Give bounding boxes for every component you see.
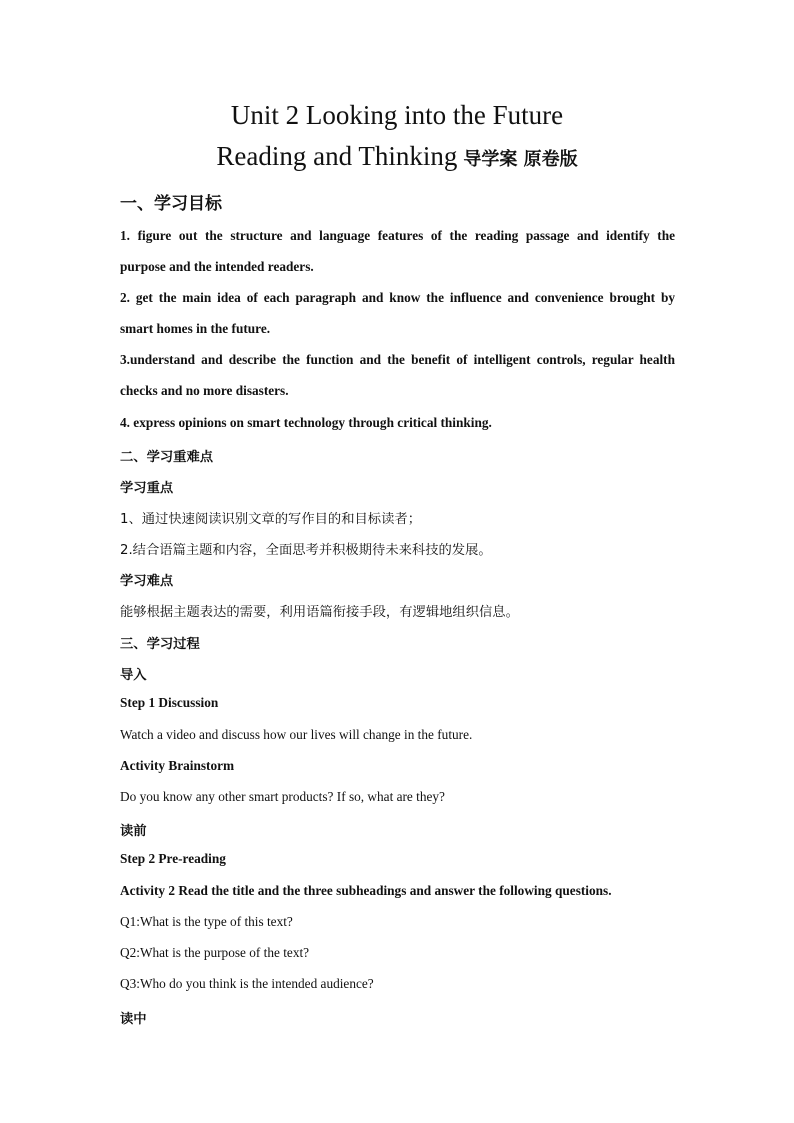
- section1-heading: 一、学习目标: [120, 194, 222, 214]
- title-suffix: 导学案 原卷版: [463, 149, 578, 170]
- pre-reading-cn-heading: 读前: [120, 824, 147, 839]
- activity-brainstorm-title: Activity Brainstorm: [120, 758, 235, 773]
- lead-in-heading: 导入: [120, 668, 147, 683]
- goal-line: smart homes in the future.: [120, 321, 271, 336]
- question-item: Q2:What is the purpose of the text?: [120, 945, 310, 960]
- document-title-line2: [0, 141, 794, 172]
- goal-line: checks and no more disasters.: [120, 383, 289, 398]
- difficult-points-heading: 学习难点: [120, 574, 174, 589]
- activity-brainstorm-text: Do you know any other smart products? If so, what are they?: [120, 789, 445, 804]
- goal-line: 4. express opinions on smart technology through critical thinking.: [120, 415, 492, 430]
- goal-line: 1. figure out the structure and language features of the reading passage and identify the: [120, 228, 675, 243]
- activity2-title: Activity 2 Read the title and the three subheadings and answer the following questions.: [120, 883, 612, 898]
- while-reading-cn-heading: 读中: [120, 1012, 147, 1027]
- goal-line: 2. get the main idea of each paragraph and know the influence and convenience brought by: [120, 290, 675, 305]
- question-item: Q3:Who do you think is the intended audience?: [120, 976, 374, 991]
- title-reading-thinking: Reading and Thinking: [216, 141, 458, 171]
- document-title-line1: Unit 2 Looking into the Future: [230, 100, 564, 130]
- key-point-item: 2.结合语篇主题和内容，全面思考并积极期待未来科技的发展。: [120, 543, 492, 558]
- key-points-heading: 学习重点: [120, 481, 174, 496]
- key-point-item: 1、通过快速阅读识别文章的写作目的和目标读者；: [120, 512, 421, 527]
- question-item: Q1:What is the type of this text?: [120, 914, 293, 929]
- step1-title: Step 1 Discussion: [120, 695, 219, 710]
- section2-heading: 二、学习重难点: [120, 450, 214, 465]
- step1-text: Watch a video and discuss how our lives will change in the future.: [120, 727, 473, 742]
- section3-heading: 三、学习过程: [120, 637, 200, 652]
- step2-title: Step 2 Pre-reading: [120, 851, 226, 866]
- goal-line: purpose and the intended readers.: [120, 259, 314, 274]
- goal-line: 3.understand and describe the function and the benefit of intelligent controls, regular health: [120, 352, 675, 367]
- difficult-point-item: 能够根据主题表达的需要，利用语篇衔接手段，有逻辑地组织信息。: [120, 605, 519, 620]
